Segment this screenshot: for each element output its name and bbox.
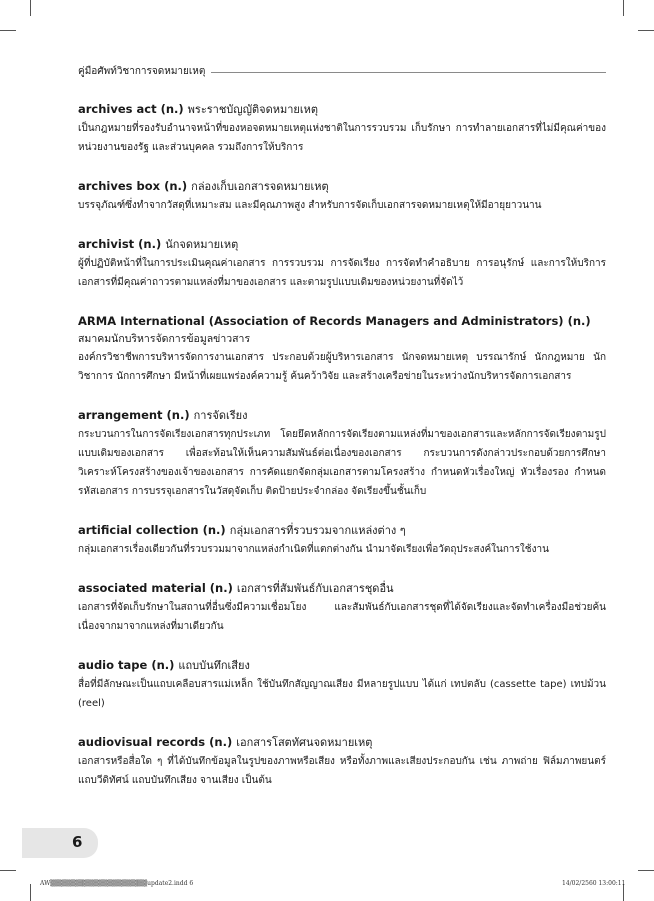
- entry-thai-term: เอกสารที่สัมพันธ์กับเอกสารชุดอื่น: [236, 582, 394, 595]
- entry-definition: ผู้ที่ปฏิบัติหน้าที่ในการประเมินคุณค่าเอกสาร การรวบรวม การจัดเรียง การจัดทำคำอธิบาย การอนุรักษ์ และการให้บริการเอกสารที่มีคุณค่าถาวรตามแหล่งที่มาของเอกสาร และตามรูปแบบเดิมของหน่วยงานที่จัดไว้: [78, 258, 606, 288]
- entry-definition: เอกสารที่จัดเก็บรักษาในสถานที่อื่นซึ่งมีความเชื่อมโยง และสัมพันธ์กับเอกสารชุดที่ได้จัดเรียงและจัดทำเครื่องมือช่วยค้นเนื่องจากมาจากแหล่งที่มาเดียวกัน: [78, 602, 606, 632]
- term-line: [78, 656, 606, 675]
- glossary-entry: [78, 406, 606, 501]
- term-line: [78, 177, 606, 196]
- term-line: [78, 521, 606, 540]
- entry-thai-term: แถบบันทึกเสียง: [178, 659, 250, 672]
- entry-term: archives act (n.): [78, 102, 184, 116]
- entry-term: archivist (n.): [78, 237, 162, 251]
- entry-term: associated material (n.): [78, 581, 233, 595]
- entry-thai-term: การจัดเรียง: [193, 409, 248, 422]
- page-number-tab: [22, 828, 98, 858]
- print-slug-right: 14/02/2560 13:00:11: [562, 880, 626, 887]
- term-line: [78, 733, 606, 752]
- running-header: [78, 64, 606, 80]
- entry-definition: เอกสารหรือสื่อใด ๆ ที่ได้บันทึกข้อมูลในรูปของภาพหรือเสียง หรือทั้งภาพและเสียงประกอบกัน เช่น ภาพถ่าย ฟิล์มภาพยนตร์ แถบวีดิทัศน์ แถบบันทึกเสียง จานเสียง เป็นต้น: [78, 756, 606, 786]
- glossary-entry: [78, 521, 606, 559]
- term-line: [78, 579, 606, 598]
- entry-term: artificial collection (n.): [78, 523, 226, 537]
- crop-mark: [638, 870, 654, 871]
- entry-definition: กระบวนการในการจัดเรียงเอกสารทุกประเภท โดยยึดหลักการจัดเรียงตามแหล่งที่มาของเอกสารและหลักการจัดเรียงตามรูปแบบเดิมของเอกสาร เพื่อสะท้อนให้เห็นความสัมพันธ์ต่อเนื่องของเอกสาร กระบวนการดังกล่าวประกอบด้วยการศึกษาวิเคราะห์โครงสร้างของเจ้าของเอกสาร การคัดแยกจัดกลุ่มเอกสารตามโครงสร้าง กำหนดหัวเรื่องใหญ่ หัวเรื่องรอง กำหนดรหัสเอกสาร การบรรจุเอกสารในวัสดุจัดเก็บ ติดป้ายประจำกล่อง จัดเรียงขึ้นชั้นเก็บ: [78, 429, 606, 497]
- entry-term: ARMA International (Association of Records Managers and Administrators) (n.): [78, 314, 591, 328]
- entry-thai-term: เอกสารโสตทัศนจดหมายเหตุ: [236, 736, 373, 749]
- glossary-entry: [78, 312, 606, 386]
- term-line: [78, 406, 606, 425]
- glossary-entry: [78, 177, 606, 215]
- crop-mark: [638, 30, 654, 31]
- crop-mark: [0, 870, 16, 871]
- entry-definition: บรรจุภัณฑ์ซึ่งทำจากวัสดุที่เหมาะสม และมีคุณภาพสูง สำหรับการจัดเก็บเอกสารจดหมายเหตุให้มีอายุยาวนาน: [78, 200, 542, 211]
- entry-term: arrangement (n.): [78, 408, 190, 422]
- entry-thai-term: นักจดหมายเหตุ: [165, 238, 239, 251]
- glossary-entry: [78, 235, 606, 292]
- entry-definition: สื่อที่มีลักษณะเป็นแถบเคลือบสารแม่เหล็ก ใช้บันทึกสัญญาณเสียง มีหลายรูปแบบ ได้แก่ เทปตลับ (cassette tape) เทปม้วน (reel): [78, 679, 606, 709]
- crop-mark: [623, 0, 624, 16]
- crop-mark: [0, 30, 16, 31]
- glossary-entry: [78, 579, 606, 636]
- glossary-entry: [78, 656, 606, 713]
- glossary-entry: [78, 733, 606, 790]
- entry-thai-term: กล่องเก็บเอกสารจดหมายเหตุ: [191, 180, 329, 193]
- entry-term: audio tape (n.): [78, 658, 175, 672]
- entry-thai-term: สมาคมนักบริหารจัดการข้อมูลข่าวสาร: [78, 333, 251, 345]
- glossary-entry: [78, 100, 606, 157]
- page-number: 6: [72, 833, 83, 851]
- crop-mark: [30, 884, 31, 901]
- entry-term: archives box (n.): [78, 179, 188, 193]
- entry-thai-term: พระราชบัญญัติจดหมายเหตุ: [187, 103, 319, 116]
- term-line: [78, 312, 606, 330]
- entry-term: audiovisual records (n.): [78, 735, 233, 749]
- header-title: คู่มือศัพท์วิชาการจดหมายเหตุ: [78, 64, 211, 79]
- entry-definition: เป็นกฎหมายที่รองรับอำนาจหน้าที่ของหอจดหมายเหตุแห่งชาติในการรวบรวม เก็บรักษา การทำลายเอกสารที่ไม่มีคุณค่าของหน่วยงานของรัฐ และส่วนบุคคล รวมถึงการให้บริการ: [78, 123, 606, 153]
- entry-definition: กลุ่มเอกสารเรื่องเดียวกันที่รวบรวมมาจากแหล่งกำเนิดที่แตกต่างกัน นำมาจัดเรียงเพื่อวัตถุประสงค์ในการใช้งาน: [78, 544, 549, 555]
- crop-mark: [30, 0, 31, 16]
- term-line: [78, 235, 606, 254]
- entry-thai-term: กลุ่มเอกสารที่รวบรวมจากแหล่งต่าง ๆ: [229, 524, 406, 537]
- print-slug-left: AW▒▒▒▒▒▒▒▒▒▒▒▒▒▒▒▒▒▒▒▒▒update2.indd 6: [40, 880, 194, 887]
- term-line: [78, 100, 606, 119]
- glossary-entries: [78, 100, 606, 810]
- entry-definition: องค์กรวิชาชีพการบริหารจัดการงานเอกสาร ประกอบด้วยผู้บริหารเอกสาร นักจดหมายเหตุ บรรณารักษ์ นักกฎหมาย นักวิชาการ นักการศึกษา มีหน้าที่เผยแพร่องค์ความรู้ ค้นคว้าวิจัย และสร้างเครือข่ายในระหว่างนักบริหารจัดการเอกสาร: [78, 352, 606, 382]
